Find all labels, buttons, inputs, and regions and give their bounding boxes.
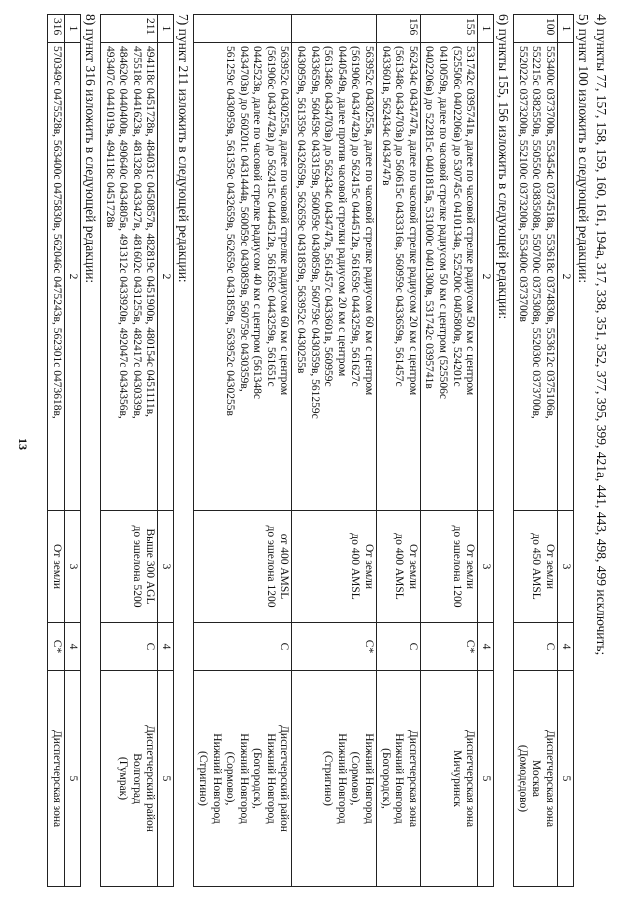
airspace-class-cell: С [100, 623, 157, 671]
coordinate-line: (525506с 0402206в) до 530745с 0410134в, 525200с 0405800в, 524201с [450, 46, 463, 387]
table-row [377, 15, 421, 887]
coordinate-line: 0440549в, далее против часовой стрелки радиусом 20 км с центром [335, 46, 348, 377]
zone-name-cell [514, 671, 558, 887]
altitude-cell [420, 511, 477, 623]
table-row [292, 15, 377, 887]
table-header-cell: 2 [558, 43, 574, 511]
altitude-line: до эшелона 1200 [450, 525, 463, 608]
coordinate-line: 0433601в, 562434с 0434747в [379, 46, 392, 186]
table-header-cell: 3 [478, 511, 494, 623]
zone-line: Нижний Новгород [264, 733, 277, 824]
airspace-class-cell: С [514, 623, 558, 671]
point-number-cell: 155 [420, 15, 477, 43]
coordinates-cell [420, 43, 477, 511]
table-header-cell: 3 [64, 511, 80, 623]
coordinates-cell [292, 43, 377, 511]
table-header-cell: 1 [158, 15, 174, 43]
coordinate-line: 0442523в, далее по часовой стрелке радиусом 40 км с центром (561348с [251, 46, 264, 400]
altitude-cell [377, 511, 421, 623]
zone-line: (Домодедово) [516, 744, 529, 813]
zone-line: Диспетчерский район [278, 725, 291, 832]
coordinate-line: 562434с 0434747в, далее по часовой стрелке радиусом 20 км с центром [406, 46, 419, 396]
table-header-cell: 5 [478, 671, 494, 887]
zone-line: (Богородск), [379, 748, 392, 809]
table-row [48, 15, 65, 887]
table-row [420, 15, 477, 887]
table-header-cell: 1 [558, 15, 574, 43]
altitude-line: до эшелона 1200 [264, 525, 277, 608]
coordinate-line: 531742с 0395741в, далее по часовой стрелке радиусом 50 км с центром [464, 46, 477, 396]
coordinate-line: 0410059в, далее по часовой стрелке радиусом 50 км с центром (525506с [437, 46, 450, 400]
section-table [513, 14, 574, 887]
table-header-cell: 5 [64, 671, 80, 887]
table-row [514, 15, 558, 887]
zone-name-cell [194, 671, 292, 887]
zone-line: Диспетчерская зона [406, 729, 419, 828]
altitude-line: От земли [544, 543, 556, 590]
table-header-cell: 4 [64, 623, 80, 671]
zone-name-cell [420, 671, 477, 887]
table-header-row [64, 15, 80, 887]
rotated-document-content [20, 10, 610, 890]
coordinates-cell [514, 43, 558, 511]
zone-line: (Богородск), [251, 748, 264, 809]
point-number-cell [194, 15, 292, 43]
coordinate-line: (561348с 0434703в) до 560615с 0433316в, 560959с 0433659в, 561457с [393, 46, 406, 387]
table-row [100, 15, 157, 887]
zone-line: Диспетчерский район [144, 725, 157, 832]
point-number-cell: 156 [377, 15, 421, 43]
coordinate-line: 563952с 0430255в, далее по часовой стрелке радиусом 60 км с центром [278, 46, 291, 396]
section-table [193, 14, 494, 887]
coordinate-line: 0433659в, 560459с 0433159в, 560059с 0430859в, 560759с 0430359в, 561259с [308, 46, 321, 419]
table-header-row [558, 15, 574, 887]
zone-line: (Гумрак) [117, 756, 130, 801]
altitude-line: От земли [363, 543, 376, 590]
zone-line: Нижний Новгород [210, 733, 223, 824]
airspace-class-cell: С* [420, 623, 477, 671]
section-heading: 5) пункт 100 изложить в следующей редакции: [576, 14, 591, 284]
section-heading: 8) пункт 316 изложить в следующей редакции: [82, 14, 98, 284]
zone-name-cell [377, 671, 421, 887]
coordinate-line: 0402206в) до 522815с 0401815в, 531000с 0401300в, 531742с 0395741в [423, 46, 436, 389]
table-header-cell: 4 [158, 623, 174, 671]
coordinates-cell [377, 43, 421, 511]
zone-line: Нижний Новгород [237, 733, 250, 824]
altitude-line: От земли [464, 543, 477, 590]
airspace-class-cell: С* [292, 623, 377, 671]
altitude-line: до 400 AMSL [349, 533, 362, 600]
point-number-cell: 211 [100, 15, 157, 43]
altitude-line: до 400 AMSL [393, 533, 406, 600]
altitude-line: От земли [50, 543, 63, 590]
zone-name-cell [292, 671, 377, 887]
coordinates-cell [100, 43, 157, 511]
altitude-line: до эшелона 5200 [130, 525, 143, 608]
coordinate-line: 552022с 0373200в, 552100с 0373200в, 553400с 0373700в [516, 46, 529, 322]
altitude-line: от 400 AMSL [278, 533, 291, 600]
coordinate-line: (561348с 0434703в) до 562434с 0434747в, 561457с 0433601в, 560959с [322, 46, 335, 387]
point-number-cell: 316 [48, 15, 65, 43]
zone-line: Нижний Новгород [393, 733, 406, 824]
altitude-cell [48, 511, 65, 623]
coordinate-line: 494118с 0451728в, 484031с 0450857в, 482819с 0451900в, 480154с 0451111в, [144, 46, 157, 418]
section-heading: 6) пункты 155, 156 изложить в следующей редакции: [496, 14, 512, 320]
altitude-cell [100, 511, 157, 623]
table-header-row [478, 15, 494, 887]
zone-line: Диспетчерская зона [544, 729, 556, 828]
airspace-class-cell: С [194, 623, 292, 671]
coordinate-line: 552215с 0382550в, 550550с 0383508в, 550700с 0375308в, 552030с 0373700в, [530, 46, 543, 419]
airspace-class-cell: С [377, 623, 421, 671]
coordinate-line: 493407с 0441019в, 494118с 0451728в [103, 46, 116, 228]
table-header-cell: 2 [158, 43, 174, 511]
zone-name-cell [48, 671, 65, 887]
table-header-row [158, 15, 174, 887]
table-header-cell: 5 [158, 671, 174, 887]
table-header-cell: 1 [478, 15, 494, 43]
table-row [194, 15, 292, 887]
coordinate-line: 570349с 0475528в, 563400с 0475830в, 562046с 0475243в, 562301с 0473618в, [50, 46, 63, 419]
zone-line: Диспетчерская зона [50, 729, 63, 828]
intro-paragraph: 4) пункты 77, 157, 158, 159, 160, 161, 194а, 317, 338, 351, 352, 377, 395, 399, 421а, 441, 443, 498, 499 исключить; [594, 14, 609, 656]
table-header-cell: 5 [558, 671, 574, 887]
altitude-line: Выше 300 AGL [144, 528, 157, 605]
zone-line: (Стригино) [196, 750, 209, 807]
coordinates-cell [48, 43, 65, 511]
coordinate-line: 0430959в, 561359с 0432659в, 562659с 0431859в, 563952с 0430255в [295, 46, 308, 374]
altitude-cell [514, 511, 558, 623]
altitude-line: до 450 AMSL [530, 533, 543, 600]
coordinate-line: 563952с 0430255в, далее по часовой стрелке радиусом 60 км с центром [363, 46, 376, 396]
coordinate-line: 553400с 0373700в, 553454с 0374518в, 553618с 0374830в, 553612с 0375106в, [544, 46, 556, 419]
coordinate-line: 475518с 0441623в, 481328с 0433427в, 481602с 0431255в, 482417с 0430339в, [130, 46, 143, 419]
table-header-cell: 4 [558, 623, 574, 671]
coordinate-line: 0434703в) до 560201с 0431444в, 560059с 0430859в, 560759с 0430359в, [237, 46, 250, 392]
coordinate-line: 484620с 0440400в, 490640с 0434805в, 491312с 0433920в, 492047с 0434356в, [117, 46, 130, 419]
altitude-cell [292, 511, 377, 623]
altitude-cell [194, 511, 292, 623]
section-heading: 7) пункт 211 изложить в следующей редакции: [176, 14, 192, 283]
coordinate-line: 561259с 0430959в, 561359с 0432659в, 562659с 0431859в, 563952с 0430255в [224, 46, 237, 416]
point-number-cell [292, 15, 377, 43]
zone-line: Мичуринск [450, 750, 463, 807]
zone-name-cell [100, 671, 157, 887]
airspace-class-cell: С* [48, 623, 65, 671]
section-table [47, 14, 81, 887]
point-number-cell: 100 [514, 15, 558, 43]
zone-line: Нижний Новгород [335, 733, 348, 824]
coordinates-cell [194, 43, 292, 511]
table-header-cell: 4 [478, 623, 494, 671]
altitude-line: От земли [406, 543, 419, 590]
zone-line: (Стригино) [322, 750, 335, 807]
zone-line: Нижний Новгород [363, 733, 376, 824]
page-number: 13 [16, 438, 30, 450]
table-header-cell: 3 [158, 511, 174, 623]
zone-line: Москва [530, 759, 543, 798]
amendment-sections [47, 10, 592, 890]
table-header-cell: 2 [64, 43, 80, 511]
coordinate-line: (561906с 0434742в) до 562415с 0444512в, 561659с 0443259в, 561651с [264, 46, 277, 387]
table-header-cell: 3 [558, 511, 574, 623]
coordinate-line: (561906с 0434742в) до 562415с 0444512в, 561659с 0443259в, 561627с [349, 46, 362, 387]
table-header-cell: 2 [478, 43, 494, 511]
table-header-cell: 1 [64, 15, 80, 43]
section-table [100, 14, 174, 887]
zone-line: Диспетчерская зона [464, 729, 477, 828]
zone-line: Волгоград [130, 753, 143, 804]
zone-line: (Сормово), [349, 751, 362, 806]
zone-line: (Сормово), [224, 751, 237, 806]
